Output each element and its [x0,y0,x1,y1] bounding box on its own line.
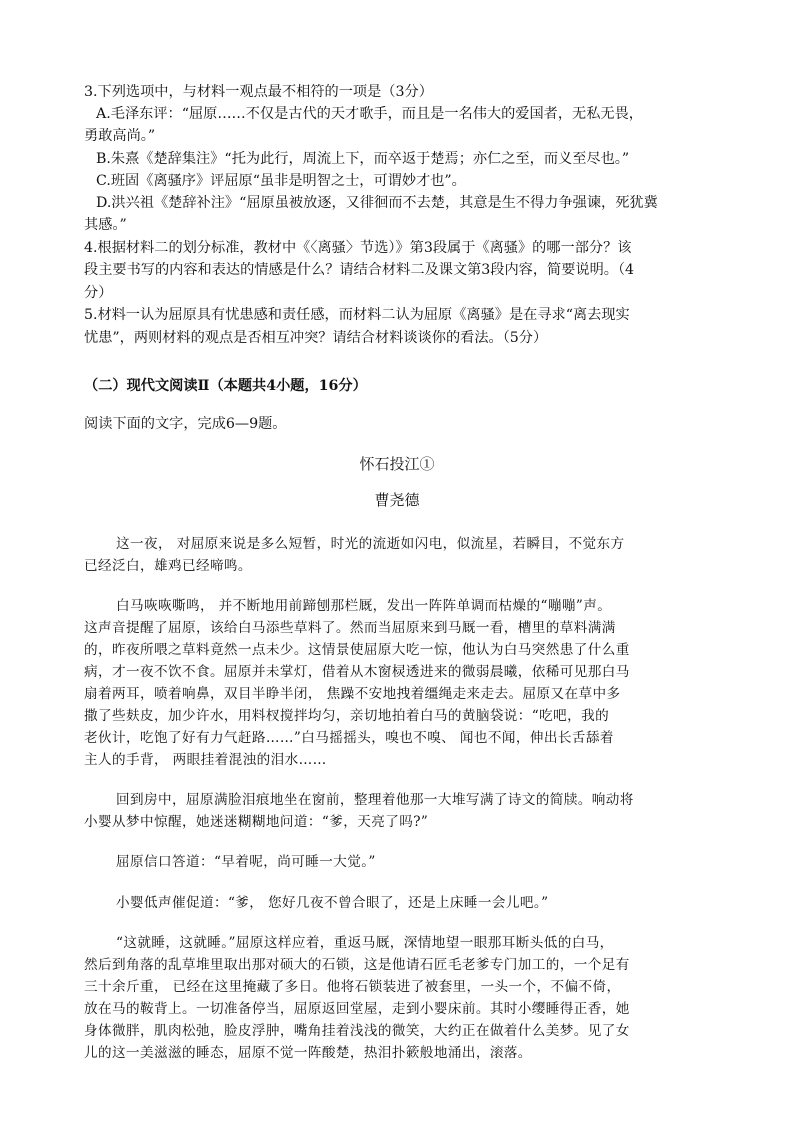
question-5-line-1: 5.材料一认为屈原具有忧患感和责任感，而材料二认为屈原《离骚》是在寻求“离去现实 [84,307,630,323]
article-paragraph-1-line-2: 已经泛白，雄鸡已经啼鸣。 [84,558,252,574]
article-title: 怀石投江① [359,455,435,473]
article-paragraph-6-line-3: 三十余斤重， 已经在这里掩藏了多日。他将石锁装进了被套里，一头一个，不偏不倚， [84,979,621,995]
article-paragraph-2-line-3: 的，昨夜所喂之草料竟然一点未少。这情景使屈原大吃一惊，他认为白马突然患了什么重 [84,642,630,658]
article-author: 曹尧德 [374,491,420,509]
question-4-line-2: 段主要书写的内容和表达的情感是什么？请结合材料二及课文第3段内容，简要说明。（4 [84,262,635,278]
question-3-option-c: C.班固《离骚序》评屈原“虽非是明智之士，可谓妙才也”。 [96,173,466,189]
article-paragraph-6-line-6: 儿的这一美滋滋的睡态，屈原不觉一阵酸楚，热泪扑簌般地涌出，滚落。 [84,1045,532,1061]
article-paragraph-2-line-5: 扇着两耳，喷着响鼻，双目半睁半闭， 焦躁不安地拽着缰绳走来走去。屈原又在草中多 [84,686,621,702]
article-paragraph-5: 小婴低声催促道：“爹， 您好几夜不曾合眼了，还是上床睡一会儿吧。” [116,895,549,911]
article-paragraph-4: 屈原信口答道：“早着呢，尚可睡一大觉。” [116,854,376,870]
article-paragraph-3-line-1: 回到房中，屈原满脸泪痕地坐在窗前，整理着他那一大堆写满了诗文的简牍。响动将 [116,792,634,808]
question-3-option-a-line-2: 勇敢高尚。” [84,128,156,144]
article-paragraph-2-line-1: 白马咴咴嘶鸣， 并不断地用前蹄刨那栏厩，发出一阵阵单调而枯燥的“嘣嘣”声。 [116,598,612,614]
question-3-option-d-line-1: D.洪兴祖《楚辞补注》“屈原虽被放逐，又徘徊而不去楚，其意是生不得力争强谏，死犹冀 [96,195,658,211]
section-instruction: 阅读下面的文字，完成6—9题。 [84,416,287,432]
article-paragraph-6-line-5: 身体微胖，肌肉松弛，脸皮浮肿，嘴角挂着浅浅的微笑，大约正在做着什么美梦。见了女 [84,1023,630,1039]
question-3-option-a-line-1: A.毛泽东评：“屈原……不仅是古代的天才歌手，而且是一名伟大的爱国者，无私无畏， [96,106,643,122]
article-paragraph-3-line-2: 小婴从梦中惊醒，她迷迷糊糊地问道：“爹，天亮了吗?” [84,814,429,830]
question-3-stem: 3.下列选项中，与材料一观点最不相符的一项是（3分） [84,84,433,100]
article-paragraph-6-line-4: 放在马的鞍背上。一切准备停当，屈原返回堂屋，走到小婴床前。其时小缨睡得正香，她 [84,1001,630,1017]
question-3-option-d-line-2: 其感。” [84,217,127,233]
article-paragraph-2-line-4: 病，才一夜不饮不食。屈原并未掌灯，借着从木窗棂透进来的微弱晨曦，依稀可见那白马 [84,664,630,680]
question-5-line-2: 忧患”，两则材料的观点是否相互冲突？请结合材料谈谈你的看法。（5分） [84,330,548,346]
article-paragraph-6-line-2: 然后到角落的乱草堆里取出那对硕大的石锁，这是他请石匠毛老爹专门加工的，一个足有 [84,957,630,973]
question-4-line-3: 分） [84,285,113,301]
question-3-option-b: B.朱熹《楚辞集注》“托为此行，周流上下，而卒返于楚焉；亦仁之至，而义至尽也。” [96,151,630,167]
article-paragraph-2-line-2: 这声音提醒了屈原，该给白马添些草料了。然而当屈原来到马厩一看，槽里的草料满满 [84,620,616,636]
article-paragraph-2-line-7: 老伙计，吃饱了好有力气赶路……”白马摇摇头，嗅也不嗅、 闻也不闻，伸出长舌舔着 [84,730,614,746]
question-4-line-1: 4.根据材料二的划分标准，教材中《〈离骚〉节选）》第3段属于《离骚》的哪一部分？该 [84,240,632,256]
article-paragraph-1-line-1: 这一夜， 对屈原来说是多么短暂，时光的流逝如闪电，似流星，若瞬目，不觉东方 [116,536,625,552]
article-paragraph-6-line-1: “这就睡，这就睡。”屈原这样应着，重返马厩，深情地望一眼那耳断头低的白马， [116,935,614,951]
article-paragraph-2-line-8: 主人的手背， 两眼挂着混浊的泪水…… [84,752,327,768]
article-paragraph-2-line-6: 撒了些麸皮，加少许水，用料杈搅拌均匀，亲切地拍着白马的黄脑袋说：“吃吧，我的 [84,708,610,724]
section-heading: （二）现代文阅读Ⅱ（本题共4小题，16分） [84,378,367,394]
